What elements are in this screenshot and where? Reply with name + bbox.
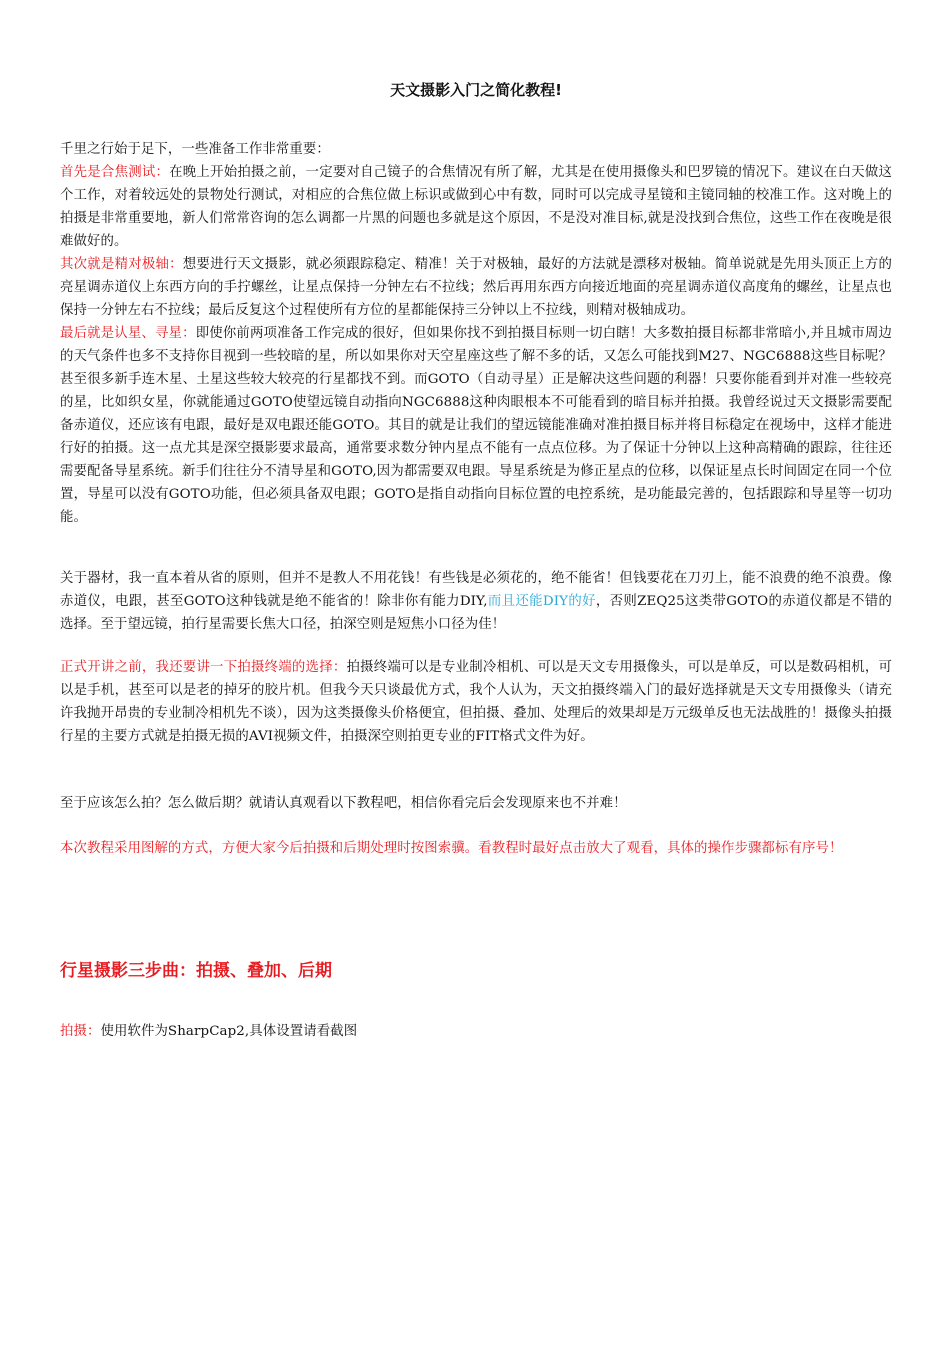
focus-lead: 首先是合焦测试： — [60, 165, 170, 180]
shooting-text: 使用软件为SharpCap2,具体设置请看截图 — [100, 1024, 358, 1039]
intro-line: 千里之行始于足下，一些准备工作非常重要： — [60, 142, 330, 157]
equipment-text-b: ，否则ZEQ25这类带GOTO的赤道仪都是不错的选择。至于望远镜，拍行星需要长焦大口径，拍深空则是短焦小口径为佳！ — [60, 594, 892, 632]
document-title: 天文摄影入门之简化教程! — [390, 81, 562, 99]
terminal-paragraph — [60, 656, 892, 748]
shooting-lead: 拍摄： — [60, 1024, 101, 1039]
equipment-highlight: 而且还能DIY的好 — [487, 594, 596, 609]
terminal-lead: 正式开讲之前，我还要讲一下拍摄终端的选择： — [60, 660, 347, 675]
polar-paragraph — [60, 253, 892, 322]
preparation-section — [60, 138, 892, 529]
terminal-text: 拍摄终端可以是专业制冷相机、可以是天文专用摄像头，可以是单反，可以是数码相机，可以是手机，甚至可以是老的掉牙的胶片机。但我今天只谈最优方式，我个人认为，天文拍摄终端入门的最好选择就是天文专用摄像头（请充许我抛开昂贵的专业制冷相机先不谈），因为这类摄像头价格便宜，但拍摄、叠加、处理后的效果却是万元级单反也无法战胜的！摄像头拍摄行星的主要方式就是拍摄无损的AVI视频文件，拍摄深空则拍更专业的FIT格式文件为好。 — [60, 660, 892, 744]
polar-text: 想要进行天文摄影，就必须跟踪稳定、精准！关于对极轴，最好的方法就是漂移对极轴。简单说就是先用头顶正上方的亮星调赤道仪上东西方向的手拧螺丝，让星点保持一分钟左右不拉线；然后再用东西方向接近地面的亮星调赤道仪高度角的螺丝，让星点也保持一分钟左右不拉线；最后反复这个过程使所有方位的星都能保持三分钟以上不拉线，则精对极轴成功。 — [60, 257, 892, 318]
shooting-paragraph — [60, 1020, 892, 1043]
equipment-text-a: 关于器材，我一直本着从省的原则，但并不是教人不用花钱！有些钱是必须花的，绝不能省！但钱要花在刀刃上，能不浪费的绝不浪费。像赤道仪，电跟，甚至GOTO这种钱就是绝不能省的！除非你有能力DIY, — [60, 571, 892, 609]
note-paragraph: 本次教程采用图解的方式，方便大家今后拍摄和后期处理时按图索骥。看教程时最好点击放大了观看，具体的操作步骤都标有序号！ — [60, 841, 843, 856]
focus-paragraph — [60, 161, 892, 253]
section-heading: 行星摄影三步曲：拍摄、叠加、后期 — [60, 961, 332, 981]
stars-paragraph — [60, 322, 892, 529]
stars-lead: 最后就是认星、寻星： — [60, 326, 196, 341]
howto-paragraph: 至于应该怎么拍？怎么做后期？就请认真观看以下教程吧，相信你看完后会发现原来也不并难！ — [60, 796, 627, 811]
focus-text: 在晚上开始拍摄之前，一定要对自己镜子的合焦情况有所了解，尤其是在使用摄像头和巴罗镜的情况下。建议在白天做这个工作，对着较远处的景物处行测试，对相应的合焦位做上标识或做到心中有数，同时可以完成寻星镜和主镜同轴的校准工作。这对晚上的拍摄是非常重要地，新人们常常咨询的怎么调都一片黑的问题也多就是这个原因，不是没对准目标,就是没找到合焦位，这些工作在夜晚是很难做好的。 — [60, 165, 892, 249]
equipment-paragraph — [60, 567, 892, 636]
stars-text: 即使你前两项准备工作完成的很好，但如果你找不到拍摄目标则一切白瞎！大多数拍摄目标都非常暗小,并且城市周边的天气条件也多不支持你目视到一些较暗的星，所以如果你对天空星座这些了解不多的话，又怎么可能找到M27、NGC6888这些目标呢？甚至很多新手连木星、土星这些较大较亮的行星都找不到。而GOTO（自动寻星）正是解决这些问题的利器！只要你能看到并对准一些较亮的星，比如织女星，你就能通过GOTO使望远镜自动指向NGC6888这种肉眼根本不可能看到的暗目标并拍摄。我曾经说过天文摄影需要配备赤道仪，还应该有电跟，最好是双电跟还能GOTO。其目的就是让我们的望远镜能准确对准拍摄目标并将目标稳定在视场中，这样才能进行好的拍摄。这一点尤其是深空摄影要求最高，通常要求数分钟内星点不能有一点点位移。为了保证十分钟以上这种高精确的跟踪，往往还需要配备导星系统。新手们往往分不清导星和GOTO,因为都需要双电跟。导星系统是为修正星点的位移，以保证星点长时间固定在同一个位置，导星可以没有GOTO功能，但必须具备双电跟；GOTO是指自动指向目标位置的电控系统，是功能最完善的，包括跟踪和导星等一切功能。 — [60, 326, 893, 525]
polar-lead: 其次就是精对极轴： — [60, 257, 183, 272]
